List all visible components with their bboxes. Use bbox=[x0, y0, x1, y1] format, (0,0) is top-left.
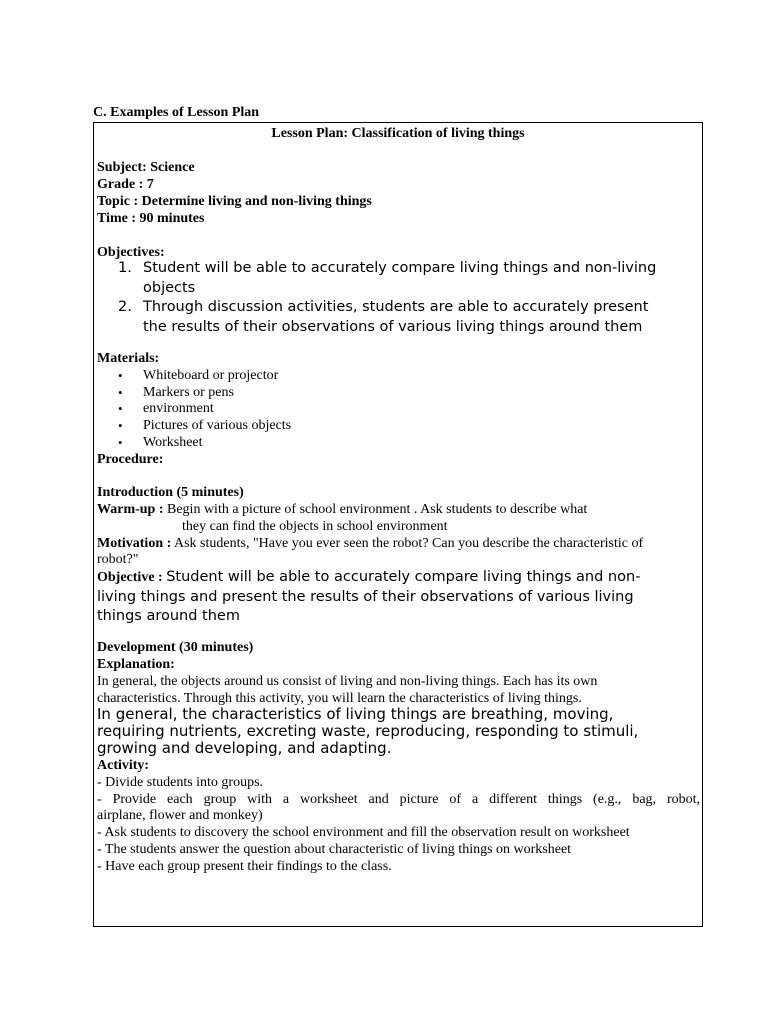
explanation-text: In general, the objects around us consist of living and non-living things. Each has its own bbox=[97, 674, 598, 689]
explanation-heading: Explanation: bbox=[97, 657, 175, 672]
objective-text-line: Student will be able to accurately compare living things and non-living bbox=[143, 260, 657, 276]
material-item: Worksheet bbox=[143, 435, 203, 450]
objectives-heading: Objectives: bbox=[97, 245, 165, 260]
bullet-icon: • bbox=[118, 435, 123, 450]
materials-heading: Materials: bbox=[97, 351, 160, 366]
objective-text-line: the results of their observations of various living things around them bbox=[143, 318, 643, 335]
objective-item bbox=[143, 259, 698, 298]
topic-line: Topic : Determine living and non-living things bbox=[97, 194, 372, 209]
intro-objective-text: Student will be able to accurately compare living things and non- bbox=[166, 569, 641, 585]
activity-heading: Activity: bbox=[97, 758, 150, 773]
characteristics-text: requiring nutrients, excreting waste, reproducing, responding to stimuli, bbox=[97, 722, 639, 740]
motivation-label: Motivation : bbox=[97, 536, 172, 551]
objective-item bbox=[143, 298, 698, 337]
material-item: Pictures of various objects bbox=[143, 418, 292, 433]
development-heading: Development (30 minutes) bbox=[97, 640, 254, 655]
intro-objective-label: Objective : bbox=[97, 570, 163, 585]
grade-line: Grade : 7 bbox=[97, 177, 154, 192]
intro-objective-text-continued: things around them bbox=[97, 608, 240, 624]
characteristics-text: growing and developing, and adapting. bbox=[97, 739, 392, 757]
objective-number: 1. bbox=[118, 260, 132, 276]
subject-line: Subject: Science bbox=[97, 160, 195, 175]
warmup-row bbox=[97, 501, 587, 518]
activity-item: - Divide students into groups. bbox=[97, 775, 264, 790]
motivation-row bbox=[97, 535, 643, 552]
warmup-text-continued: they can find the objects in school environment bbox=[182, 519, 448, 534]
objective-text-line: objects bbox=[143, 279, 196, 296]
lesson-plan-title: Lesson Plan: Classification of living things bbox=[271, 126, 525, 141]
motivation-text: Ask students, "Have you ever seen the robot? Can you describe the characteristic of bbox=[174, 536, 644, 551]
bullet-icon: • bbox=[118, 368, 123, 383]
motivation-text-continued: robot?" bbox=[97, 552, 139, 567]
intro-objective-text-continued: living things and present the results of their observations of various living bbox=[97, 589, 634, 605]
bullet-icon: • bbox=[118, 401, 123, 416]
activity-item: - Provide each group with a worksheet and picture of a different things (e.g., bag, robot, bbox=[97, 792, 700, 807]
activity-item-continued: airplane, flower and monkey) bbox=[97, 808, 263, 823]
procedure-heading: Procedure: bbox=[97, 452, 164, 467]
intro-objective-row bbox=[97, 568, 640, 588]
explanation-text: characteristics. Through this activity, you will learn the characteristics of living things. bbox=[97, 691, 582, 706]
warmup-text: Begin with a picture of school environment . Ask students to describe what bbox=[167, 502, 588, 517]
time-line: Time : 90 minutes bbox=[97, 211, 205, 226]
activity-item: - The students answer the question about characteristic of living things on worksheet bbox=[97, 842, 572, 857]
bullet-icon: • bbox=[118, 385, 123, 400]
objective-text-line: Through discussion activities, students are able to accurately present bbox=[143, 299, 649, 315]
material-item: environment bbox=[143, 401, 214, 416]
characteristics-text: In general, the characteristics of living things are breathing, moving, bbox=[97, 705, 614, 723]
section-heading: C. Examples of Lesson Plan bbox=[93, 105, 260, 120]
bullet-icon: • bbox=[118, 418, 123, 433]
introduction-heading: Introduction (5 minutes) bbox=[97, 485, 244, 500]
objective-number: 2. bbox=[118, 299, 132, 315]
material-item: Markers or pens bbox=[143, 385, 234, 400]
activity-item: - Have each group present their findings to the class. bbox=[97, 859, 392, 874]
activity-item: - Ask students to discovery the school environment and fill the observation result on worksheet bbox=[97, 825, 630, 840]
warmup-label: Warm-up : bbox=[97, 502, 164, 517]
material-item: Whiteboard or projector bbox=[143, 368, 279, 383]
